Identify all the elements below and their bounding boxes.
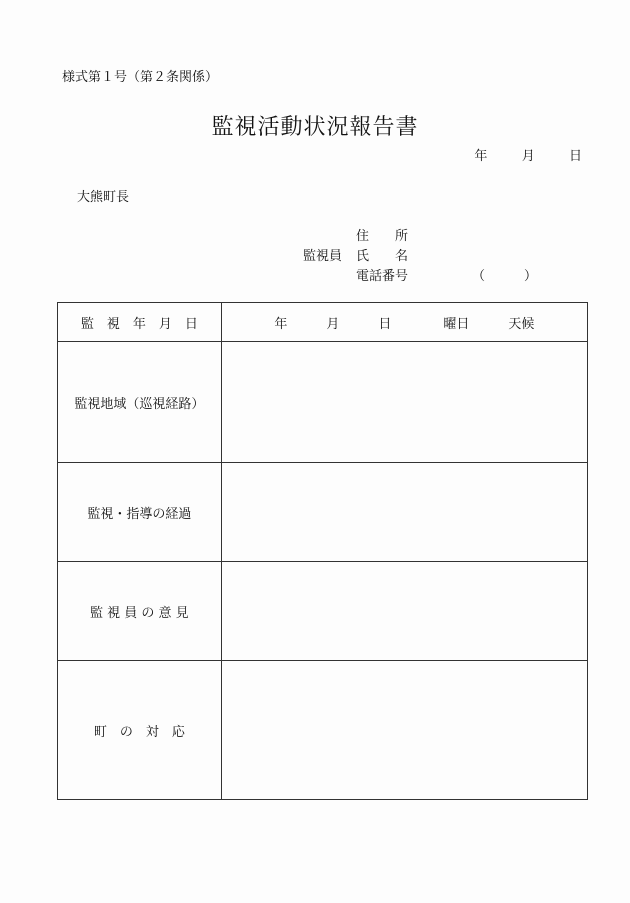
row-value-town-response[interactable] xyxy=(221,661,587,800)
table-row xyxy=(58,303,588,342)
row-value-guidance-progress[interactable] xyxy=(221,463,587,562)
row-value-monitor-opinion[interactable] xyxy=(221,562,587,661)
row-label-monitoring-date: 監 視 年 月 日 xyxy=(58,303,222,342)
row-value-monitoring-area[interactable] xyxy=(221,342,587,463)
row-value-monitoring-date: 年 月 日 曜日 天候 xyxy=(221,303,587,342)
table-row xyxy=(58,562,588,661)
sender-phone-parens: （ ） xyxy=(472,269,538,284)
sender-address-label: 住 所 xyxy=(356,229,409,244)
report-table xyxy=(57,302,588,800)
date-day-label: 日 xyxy=(568,149,582,164)
table-row xyxy=(58,463,588,562)
row-label-town-response: 町 の 対 応 xyxy=(58,661,222,800)
date-month-label: 月 xyxy=(521,149,535,164)
form-number: 様式第１号（第２条関係） xyxy=(62,70,219,85)
sender-monitor-label: 監視員 xyxy=(303,249,343,264)
table-row xyxy=(58,342,588,463)
sender-phone-label: 電話番号 xyxy=(356,269,409,284)
sender-name-label: 氏 名 xyxy=(356,249,409,264)
addressee: 大熊町長 xyxy=(77,190,130,205)
page-title: 監視活動状況報告書 xyxy=(211,115,419,140)
table-row xyxy=(58,661,588,800)
row-label-monitoring-area: 監視地域（巡視経路） xyxy=(58,342,222,463)
report-date xyxy=(474,145,582,164)
date-year-label: 年 xyxy=(474,149,488,164)
row-label-monitor-opinion: 監 視 員 の 意 見 xyxy=(58,562,222,661)
row-label-guidance-progress: 監視・指導の経過 xyxy=(58,463,222,562)
